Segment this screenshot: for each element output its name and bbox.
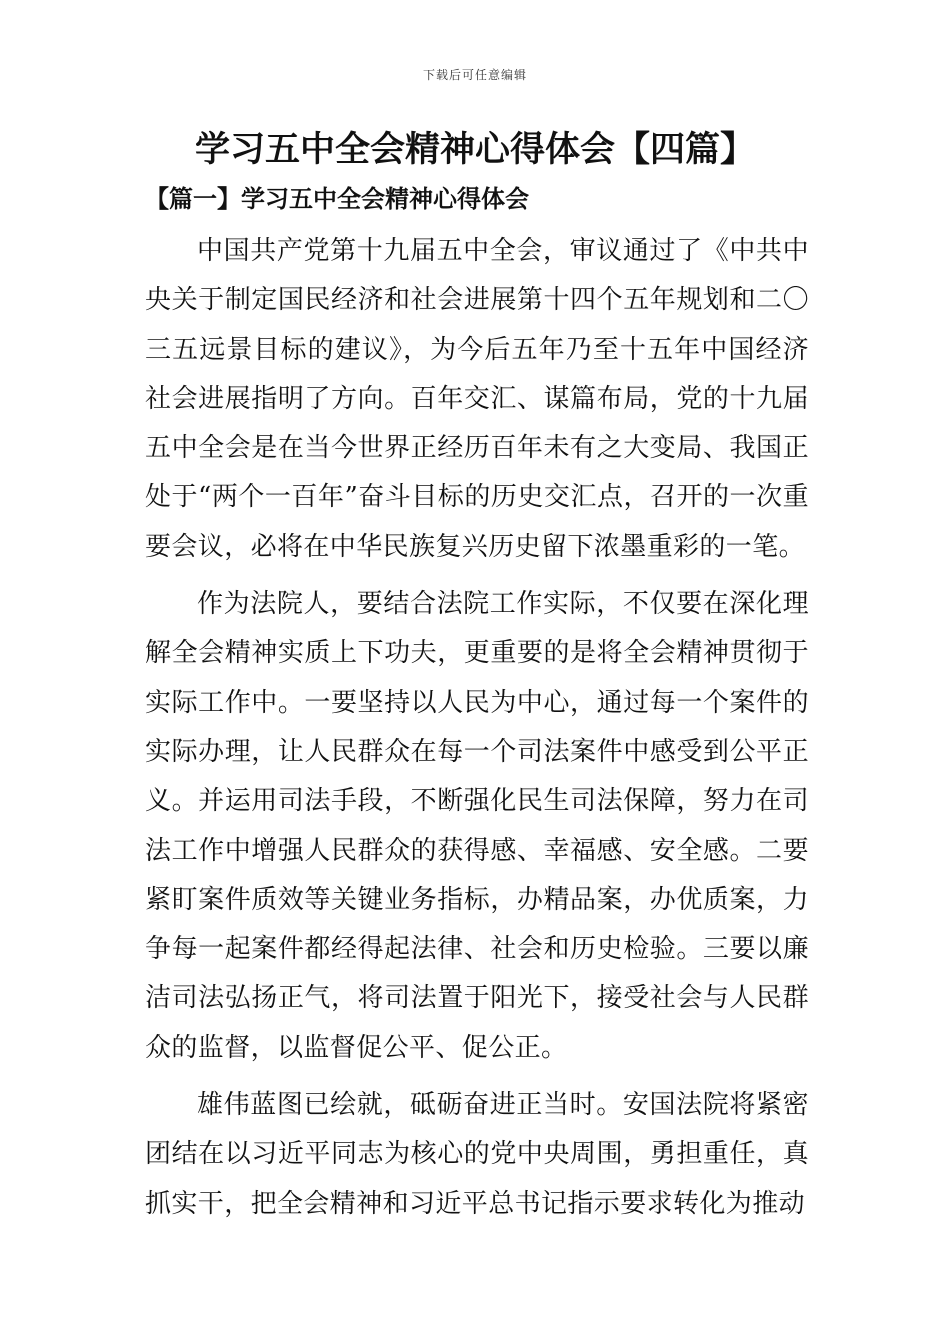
paragraph-3: 雄伟蓝图已绘就，砥砺奋进正当时。安国法院将紧密团结在以习近平同志为核心的党中央周围，勇担重任，真抓实干，把全会精神和习近平总书记指示要求转化为推动	[145, 1090, 809, 1219]
header-note: 下载后可任意编辑	[422, 68, 527, 82]
section-heading: 【篇一】学习五中全会精神心得体会	[145, 184, 529, 213]
body-text	[145, 227, 809, 1237]
paragraph-1: 中国共产党第十九届五中全会，审议通过了《中共中央关于制定国民经济和社会进展第十四个五年规划和二〇三五远景目标的建议》，为今后五年乃至十五年中国经济社会进展指明了方向。百年交汇、谋篇布局，党的十九届五中全会是在当今世界正经历百年未有之大变局、我国正处于“两个一百年”奋斗目标的历史交汇点，召开的一次重要会议，必将在中华民族复兴历史留下浓墨重彩的一笔。	[145, 236, 809, 562]
paragraph-2: 作为法院人，要结合法院工作实际，不仅要在深化理解全会精神实质上下功夫，更重要的是将全会精神贯彻于实际工作中。一要坚持以人民为中心，通过每一个案件的实际办理，让人民群众在每一个司法案件中感受到公平正义。并运用司法手段，不断强化民生司法保障，努力在司法工作中增强人民群众的获得感、幸福感、安全感。二要紧盯案件质效等关键业务指标，办精品案，办优质案，力争每一起案件都经得起法律、社会和历史检验。三要以廉洁司法弘扬正气，将司法置于阳光下，接受社会与人民群众的监督，以监督促公平、促公正。	[145, 589, 809, 1063]
document-title: 学习五中全会精神心得体会【四篇】	[194, 129, 755, 170]
